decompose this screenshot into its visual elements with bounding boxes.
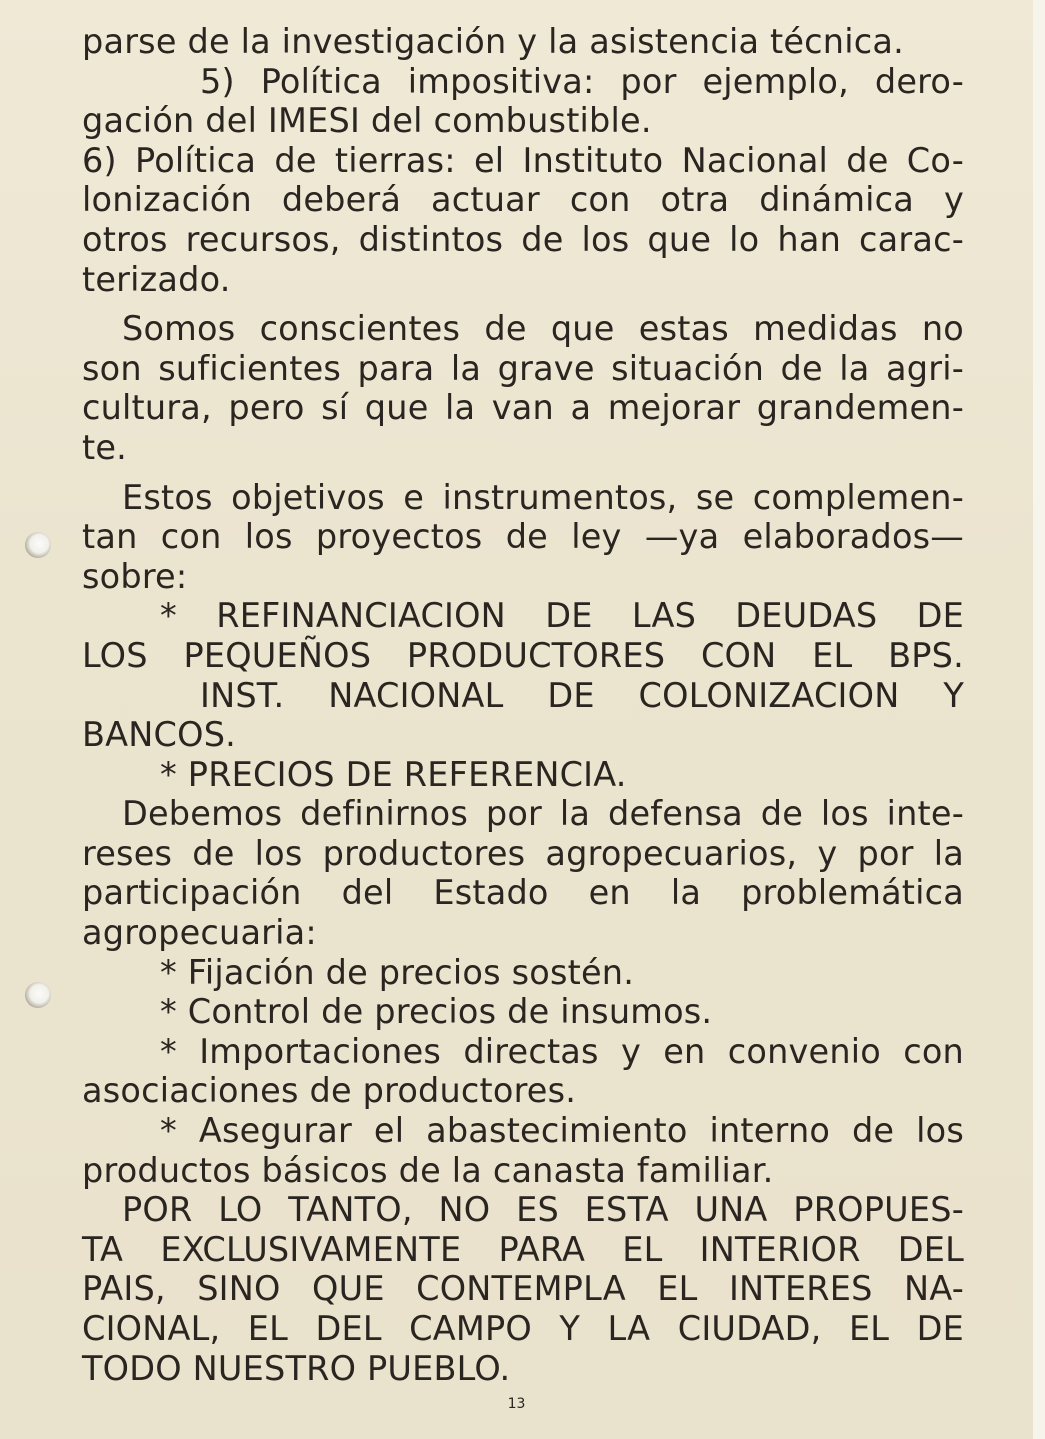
punch-hole <box>25 532 51 558</box>
text-line: Debemos definirnos por la defensa de los inte- <box>122 794 964 834</box>
text-line: sobre: <box>82 556 188 596</box>
text-line: son suficientes para la grave situación de la agri- <box>82 348 964 388</box>
text-line: asociaciones de productores. <box>82 1071 577 1111</box>
text-line: * Control de precios de insumos. <box>160 992 713 1032</box>
text-line: gación del IMESI del combustible. <box>82 101 652 141</box>
text-line: PAIS, SINO QUE CONTEMPLA EL INTERES NA- <box>82 1269 964 1309</box>
text-line: * REFINANCIACION DE LAS DEUDAS DE <box>160 596 964 636</box>
text-line: lonización deberá actuar con otra dinámica y <box>82 180 964 220</box>
text-line: INST. NACIONAL DE COLONIZACION Y <box>200 675 964 715</box>
text-line: cultura, pero sí que la van a mejorar grandemen- <box>82 388 964 428</box>
text-line: Estos objetivos e instrumentos, se complemen- <box>122 477 964 517</box>
text-line: CIONAL, EL DEL CAMPO Y LA CIUDAD, EL DE <box>82 1309 964 1348</box>
text-line: * Asegurar el abastecimiento interno de los <box>160 1111 964 1151</box>
text-line: BANCOS. <box>82 715 237 755</box>
text-line: * Fijación de precios sostén. <box>160 952 635 992</box>
text-line: parse de la investigación y la asistencia técnica. <box>82 22 904 61</box>
text-line: terizado. <box>82 259 231 299</box>
text-line: reses de los productores agropecuarios, y por la <box>82 833 964 873</box>
text-line: te. <box>82 427 127 467</box>
page-edge <box>1033 0 1045 1439</box>
text-line: POR LO TANTO, NO ES ESTA UNA PROPUES- <box>122 1190 964 1230</box>
text-line: * Importaciones directas y en convenio con <box>160 1031 964 1071</box>
text-line: * PRECIOS DE REFERENCIA. <box>160 754 627 794</box>
text-line: 6) Política de tierras: el Instituto Nacional de Co- <box>82 140 964 180</box>
text-line: 5) Política impositiva: por ejemplo, dero- <box>200 61 964 101</box>
text-line: TODO NUESTRO PUEBLO. <box>82 1348 511 1388</box>
body-text <box>82 22 964 1388</box>
text-line: tan con los proyectos de ley —ya elaborados— <box>82 517 964 557</box>
punch-hole <box>25 982 51 1008</box>
text-line: productos básicos de la canasta familiar. <box>82 1150 774 1190</box>
text-line: Somos conscientes de que estas medidas no <box>122 309 964 349</box>
text-line: LOS PEQUEÑOS PRODUCTORES CON EL BPS. <box>82 635 964 675</box>
text-line: TA EXCLUSIVAMENTE PARA EL INTERIOR DEL <box>82 1229 964 1269</box>
text-line: otros recursos, distintos de los que lo han carac- <box>82 219 964 259</box>
page-number: 13 <box>507 1396 526 1412</box>
text-line: participación del Estado en la problemática <box>82 873 964 913</box>
text-line: agropecuaria: <box>82 913 317 953</box>
